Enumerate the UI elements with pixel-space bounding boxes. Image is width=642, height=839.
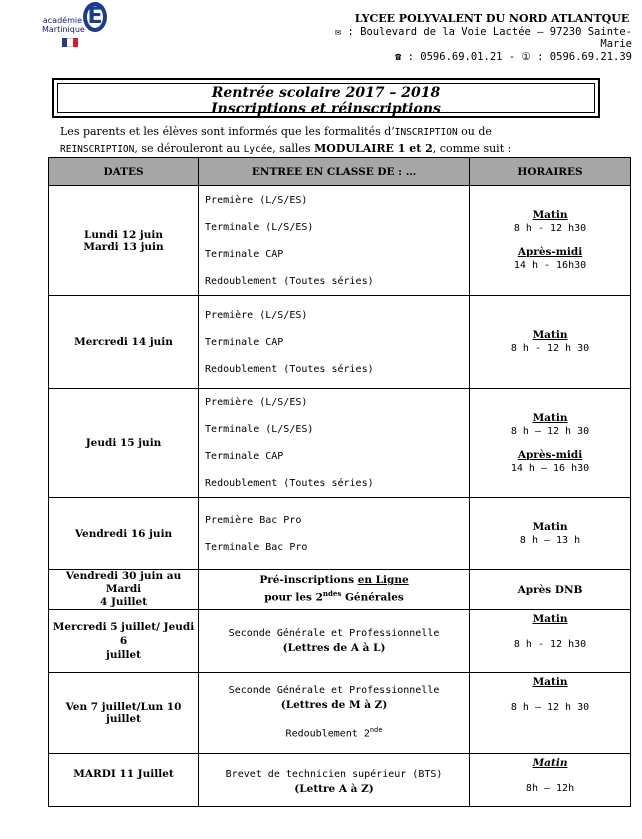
entry-item: Première (L/S/ES): [205, 194, 308, 206]
afternoon-hours: 14 h – 16 h30: [510, 462, 590, 474]
table-row: [49, 389, 631, 498]
morning-hours: 8 h – 12 h 30: [510, 425, 590, 437]
morning-label: Matin: [532, 520, 568, 533]
table-row: [49, 498, 631, 570]
entry-letters: (Lettres de A à L): [282, 642, 386, 654]
envelope-icon: ✉: [334, 26, 342, 38]
morning-hours: 8 h – 13 h: [519, 534, 581, 546]
school-address: ✉ : Boulevard de la Voie Lactée – 97230 Sainte-Marie: [334, 26, 632, 50]
entry-item: Terminale (L/S/ES): [205, 221, 314, 233]
entry-letters: (Lettres de M à Z): [280, 699, 388, 712]
school-header: [312, 12, 632, 63]
row-date: Vendredi 30 juin au Mardi: [65, 570, 182, 595]
title-line-1: Rentrée scolaire 2017 – 2018: [211, 85, 441, 101]
morning-hours: 8h – 12h: [525, 783, 575, 794]
entry-item: Seconde Générale et Professionnelle: [228, 685, 440, 697]
header-entry: ENTREE EN CLASSE DE : …: [199, 158, 470, 186]
entry-item: Brevet de technicien supérieur (BTS): [225, 769, 443, 780]
entry-item: Redoublement (Toutes séries): [205, 363, 374, 375]
morning-hours: 8 h - 12 h30: [513, 639, 587, 650]
morning-hours: 8 h - 12 h 30: [510, 343, 590, 354]
entry-item: Première Bac Pro: [205, 514, 302, 526]
title-line-2: Inscriptions et réinscriptions: [211, 101, 441, 117]
school-phones: ☎ : 0596.69.01.21 - ① : 0596.69.21.39: [394, 51, 632, 63]
morning-label: Matin: [532, 676, 568, 688]
entry-item: Seconde Générale et Professionnelle: [228, 628, 440, 639]
entry-item: Redoublement 2nde: [285, 726, 383, 740]
morning-label: Matin: [532, 757, 568, 769]
schedule-table: [48, 157, 631, 807]
entry-item: Terminale CAP: [205, 451, 284, 462]
logo-text-academie: académie: [42, 16, 82, 25]
row-date: Lundi 12 juin: [84, 228, 163, 241]
title-box: [52, 78, 600, 118]
online-link[interactable]: en Ligne: [357, 574, 409, 587]
french-flag-icon: [62, 38, 78, 47]
logo-e-letter: É: [83, 2, 107, 32]
table-row: [49, 754, 631, 807]
table-row: Lundi 12 juin Mardi 13 juin Première (L/S/ES) Terminale (L/S/ES) Terminale CAP Redoublement (Toutes séries) Matin 8 h - 12 h30 Après-midi 14 h - 16h30: [49, 186, 631, 296]
afternoon-hours: 14 h - 16h30: [513, 260, 587, 271]
entry-item: Terminale (L/S/ES): [205, 424, 314, 435]
afternoon-label: Après-midi: [517, 448, 583, 461]
morning-label: Matin: [532, 329, 568, 341]
entry-item: Première (L/S/ES): [205, 309, 308, 321]
entry-item: Redoublement (Toutes séries): [205, 478, 374, 489]
morning-hours: 8 h - 12 h30: [513, 223, 587, 234]
table-row: Vendredi 30 juin au Mardi 4 Juillet Pré-inscriptions en Ligne pour les $2^{ndes}$ Générales Après DNB: [49, 570, 631, 610]
morning-label: Matin: [532, 613, 568, 625]
intro-paragraph: Les parents et les élèves sont informés que les formalités d’INSCRIPTION ou de REINSCRIPTION, se dérouleront au Lycée, salles MODULAIRE 1 et 2, comme suit :: [60, 125, 512, 155]
morning-label: Matin: [532, 411, 568, 424]
school-name: LYCEE POLYVALENT DU NORD ATLANTQUE: [354, 12, 630, 25]
row-date: Jeudi 15 juin: [49, 389, 199, 498]
morning-hours: 8 h – 12 h 30: [510, 702, 590, 713]
table-row: [49, 673, 631, 754]
table-row: Mercredi 5 juillet/ Jeudi 6 juillet Seconde Générale et Professionnelle (Lettres de A à L) Matin 8 h - 12 h30: [49, 610, 631, 673]
entry-letters: (Lettre A à Z): [294, 783, 374, 795]
table-row: [49, 296, 631, 389]
telephone-icon: ☎: [394, 51, 402, 63]
entry-item: Terminale Bac Pro: [205, 541, 308, 553]
row-hours: Après DNB: [470, 570, 631, 610]
header-hours: HORAIRES: [470, 158, 631, 186]
preregistration-line: Pré-inscriptions en Ligne: [259, 574, 409, 587]
entry-item: Redoublement (Toutes séries): [205, 275, 374, 287]
entry-item: Terminale CAP: [205, 336, 284, 348]
row-date: Mercredi 5 juillet/ Jeudi 6: [52, 621, 195, 647]
logo-text-martinique: Martinique: [42, 25, 85, 34]
academie-logo: [42, 2, 114, 52]
row-date: MARDI 11 Juillet: [49, 754, 199, 807]
table-header-row: [49, 158, 631, 186]
row-date: Mercredi 14 juin: [49, 296, 199, 389]
morning-label: Matin: [532, 209, 568, 221]
row-date: Ven 7 juillet/Lun 10 juillet: [49, 673, 199, 754]
entry-item: Première (L/S/ES): [205, 397, 308, 408]
row-date: Vendredi 16 juin: [49, 498, 199, 570]
header-dates: DATES: [49, 158, 199, 186]
entry-item: Terminale CAP: [205, 248, 284, 260]
afternoon-label: Après-midi: [517, 246, 583, 258]
preregistration-target: pour les $2^{ndes}$ Générales: [264, 589, 404, 604]
